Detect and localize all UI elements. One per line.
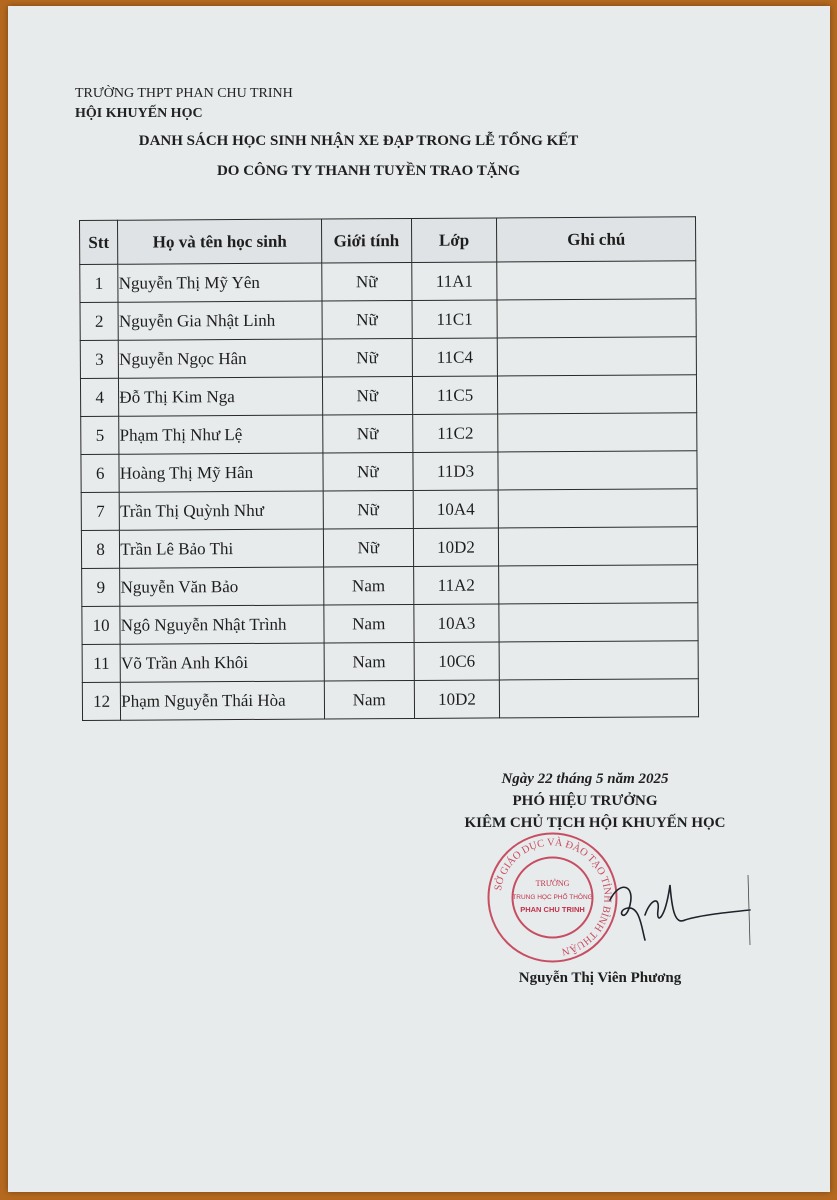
row-gender: Nam: [324, 566, 414, 605]
row-student-name: Nguyễn Thị Mỹ Yên: [118, 263, 322, 302]
row-stt: 7: [81, 492, 120, 530]
row-note: [499, 641, 698, 680]
row-student-name: Trần Thị Quỳnh Như: [119, 491, 323, 530]
row-class: 11C1: [412, 300, 498, 339]
school-name: TRƯỜNG THPT PHAN CHU TRINH: [75, 86, 293, 101]
table-header-row: [80, 217, 696, 265]
column-header-note: Ghi chú: [497, 217, 696, 262]
row-class: 11A2: [413, 566, 499, 605]
row-stt: 9: [82, 568, 121, 606]
row-note: [498, 451, 697, 490]
row-student-name: Nguyễn Gia Nhật Linh: [118, 301, 322, 340]
table-row: [81, 413, 697, 455]
table-row: [80, 299, 696, 341]
table-row: [81, 489, 697, 531]
table-row: [82, 679, 698, 721]
column-header-name: Họ và tên học sinh: [118, 219, 322, 264]
table-row: [81, 451, 697, 493]
column-header-stt: Stt: [80, 220, 119, 264]
row-gender: Nam: [324, 642, 414, 681]
row-stt: 1: [80, 264, 119, 302]
row-student-name: Nguyễn Văn Bảo: [120, 567, 324, 606]
column-header-gender: Giới tính: [321, 218, 411, 263]
row-gender: Nữ: [323, 528, 413, 567]
stamp-ring-text: SỞ GIÁO DỤC VÀ ĐÀO TẠO TỈNH BÌNH THUẬN: [492, 837, 613, 957]
row-stt: 6: [81, 454, 120, 492]
signer-title-secondary: KIÊM CHỦ TỊCH HỘI KHUYẾN HỌC: [464, 815, 726, 831]
row-student-name: Hoàng Thị Mỹ Hân: [119, 453, 323, 492]
row-stt: 10: [82, 606, 121, 644]
row-note: [497, 261, 696, 300]
row-class: 10A3: [414, 604, 500, 643]
row-student-name: Đỗ Thị Kim Nga: [119, 377, 323, 416]
row-note: [497, 299, 696, 338]
table-body: [80, 261, 699, 721]
row-note: [499, 527, 698, 566]
row-class: 11D3: [413, 452, 499, 491]
signature-date: Ngày 22 tháng 5 năm 2025: [501, 771, 669, 787]
row-gender: Nữ: [323, 490, 413, 529]
row-student-name: Ngô Nguyễn Nhật Trình: [120, 605, 324, 644]
row-gender: Nam: [324, 680, 414, 719]
row-gender: Nữ: [322, 262, 412, 301]
table-row: [80, 337, 696, 379]
signer-title: PHÓ HIỆU TRƯỞNG: [512, 793, 658, 809]
row-stt: 12: [82, 682, 121, 720]
row-student-name: Võ Trần Anh Khôi: [120, 643, 324, 682]
row-class: 10A4: [413, 490, 499, 529]
table-row: [80, 261, 696, 303]
row-student-name: Trần Lê Bảo Thi: [120, 529, 324, 568]
table-row: [82, 641, 698, 683]
table-row: [82, 603, 698, 645]
row-class: 11C5: [412, 376, 498, 415]
row-note: [498, 413, 697, 452]
row-note: [499, 603, 698, 642]
row-student-name: Nguyễn Ngọc Hân: [119, 339, 323, 378]
row-stt: 8: [81, 530, 120, 568]
row-gender: Nữ: [323, 414, 413, 453]
row-stt: 3: [80, 340, 119, 378]
signer-name: Nguyễn Thị Viên Phương: [518, 970, 682, 986]
row-stt: 5: [81, 416, 120, 454]
row-gender: Nam: [324, 604, 414, 643]
row-gender: Nữ: [322, 300, 412, 339]
document-title-line2: DO CÔNG TY THANH TUYỀN TRAO TẶNG: [216, 163, 521, 179]
handwritten-signature: [590, 870, 760, 950]
row-student-name: Phạm Thị Như Lệ: [119, 415, 323, 454]
row-stt: 4: [80, 378, 119, 416]
row-class: 10C6: [414, 642, 500, 681]
row-class: 11A1: [411, 262, 497, 301]
row-gender: Nữ: [323, 452, 413, 491]
row-note: [498, 337, 697, 376]
table-row: [80, 375, 696, 417]
column-header-class: Lớp: [411, 218, 497, 263]
row-student-name: Phạm Nguyễn Thái Hòa: [121, 681, 325, 720]
row-note: [500, 679, 699, 718]
table-row: [81, 527, 697, 569]
row-gender: Nữ: [322, 376, 412, 415]
student-list-table: [79, 216, 699, 721]
association-name: HỘI KHUYẾN HỌC: [75, 106, 203, 121]
stamp-line3: PHAN CHU TRINH: [520, 905, 585, 914]
row-stt: 2: [80, 302, 119, 340]
row-note: [499, 489, 698, 528]
row-stt: 11: [82, 644, 121, 682]
row-note: [498, 375, 697, 414]
row-class: 11C2: [412, 414, 498, 453]
document-title-line1: DANH SÁCH HỌC SINH NHẬN XE ĐẠP TRONG LỄ TỔNG KẾT: [138, 133, 579, 149]
stamp-line2: TRUNG HỌC PHỔ THÔNG: [512, 894, 593, 901]
row-class: 11C4: [412, 338, 498, 377]
row-class: 10D2: [414, 680, 500, 719]
row-gender: Nữ: [322, 338, 412, 377]
row-note: [499, 565, 698, 604]
stamp-line1: TRƯỜNG: [535, 879, 570, 888]
row-class: 10D2: [413, 528, 499, 567]
table-row: [82, 565, 698, 607]
